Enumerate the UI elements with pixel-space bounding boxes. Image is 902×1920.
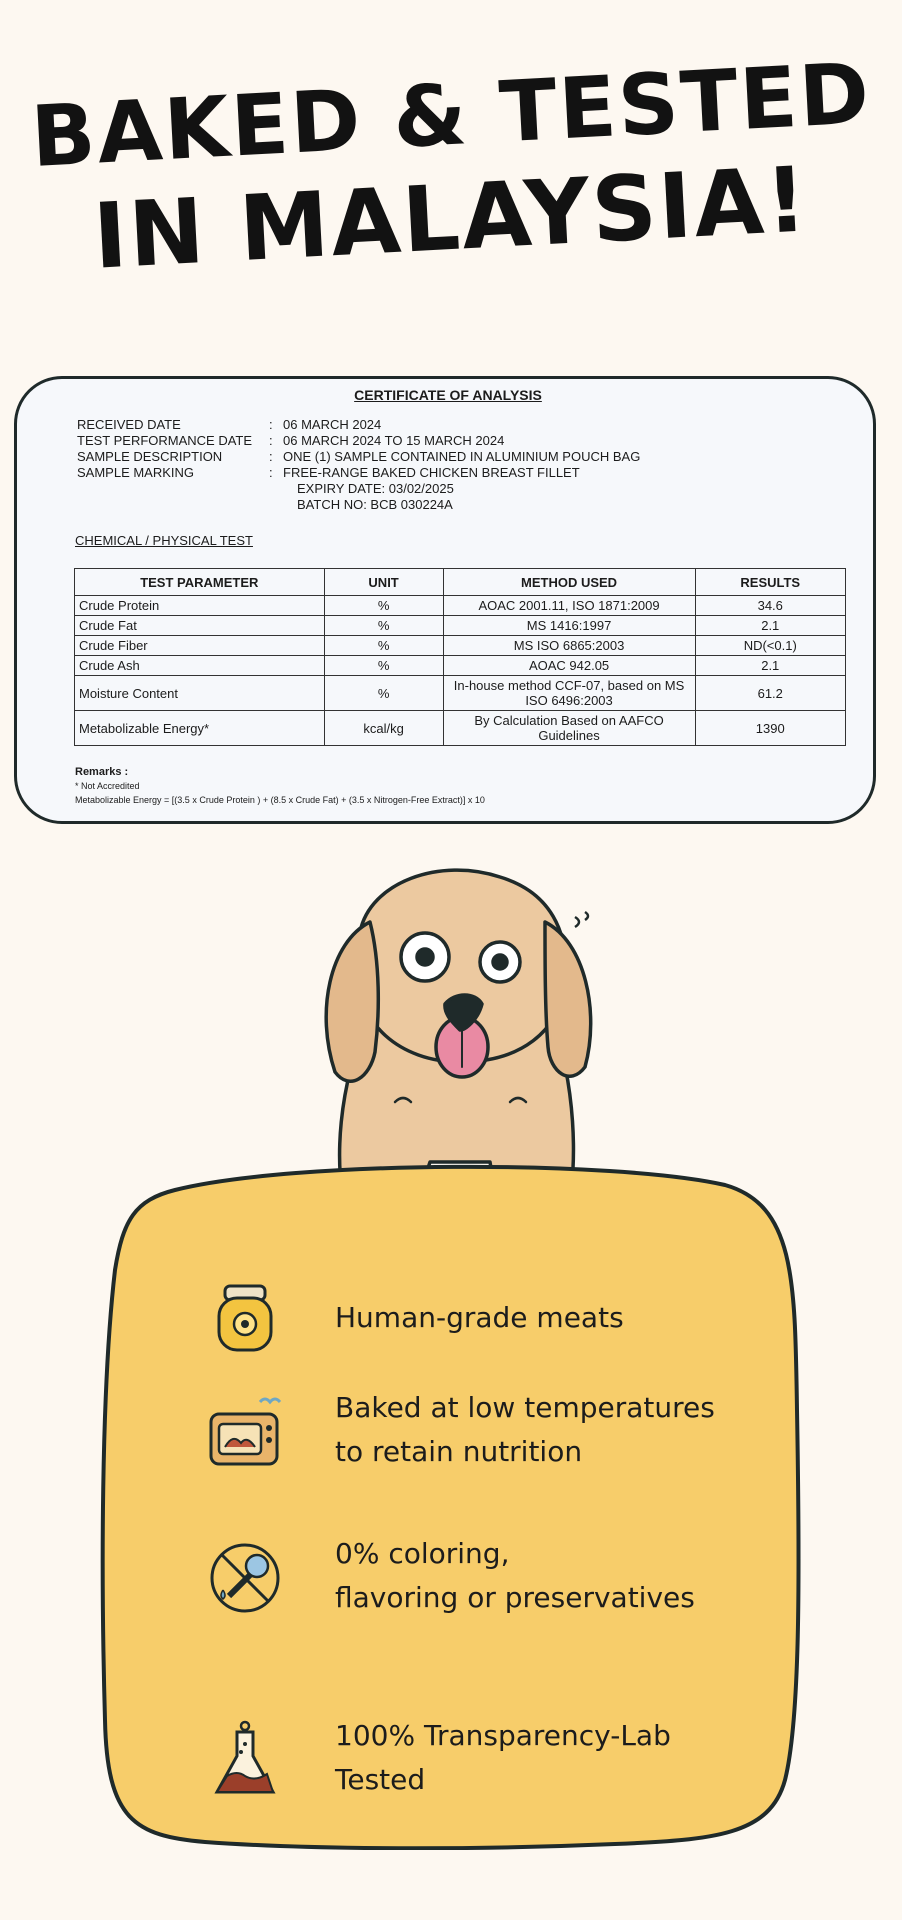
column-header: TEST PARAMETER (75, 569, 325, 596)
lab-flask-icon (205, 1720, 285, 1800)
table-row (75, 711, 846, 746)
meta-value: 06 MARCH 2024 (283, 417, 382, 432)
feature-text: Human-grade meats (335, 1301, 624, 1334)
cell: By Calculation Based on AAFCO Guidelines (443, 711, 695, 746)
cell: 61.2 (695, 676, 845, 711)
remark-note: * Not Accredited (75, 781, 140, 791)
cell: % (324, 656, 443, 676)
cell: 2.1 (695, 616, 845, 636)
no-additives-icon (205, 1538, 285, 1618)
meta-key: SAMPLE MARKING (77, 465, 195, 480)
meta-key: TEST PERFORMANCE DATE (77, 433, 253, 448)
cell: 1390 (695, 711, 845, 746)
certificate-meta (77, 417, 640, 513)
column-header: METHOD USED (443, 569, 695, 596)
meta-key: RECEIVED DATE (77, 417, 181, 432)
table-header-row (75, 569, 846, 596)
meta-row (77, 449, 640, 465)
feature-item (95, 1278, 807, 1358)
section-label: CHEMICAL / PHYSICAL TEST (75, 533, 253, 548)
oven-icon (205, 1392, 285, 1472)
meta-colon: : (269, 449, 273, 464)
meta-key: SAMPLE DESCRIPTION (77, 449, 223, 464)
cell: % (324, 616, 443, 636)
cell: Crude Protein (75, 596, 325, 616)
meta-value: FREE-RANGE BAKED CHICKEN BREAST FILLET (283, 465, 580, 480)
certificate-title: CERTIFICATE OF ANALYSIS (354, 387, 542, 403)
feature-text-line-1: 100% Transparency-Lab (335, 1719, 671, 1752)
column-header: UNIT (324, 569, 443, 596)
headline-line-1: BAKED & TESTED (28, 44, 874, 186)
analysis-table (74, 568, 846, 746)
cell: % (324, 596, 443, 616)
page-headline (0, 44, 902, 290)
cell: MS ISO 6865:2003 (443, 636, 695, 656)
column-header: RESULTS (695, 569, 845, 596)
meta-colon: : (269, 465, 273, 480)
expiry-date: EXPIRY DATE: 03/02/2025 (297, 481, 454, 496)
cell: kcal/kg (324, 711, 443, 746)
feature-text-line-2: to retain nutrition (335, 1435, 583, 1468)
cell: 2.1 (695, 656, 845, 676)
cell: AOAC 942.05 (443, 656, 695, 676)
table-row (75, 676, 846, 711)
features-card (95, 1160, 807, 1850)
feature-text-line-1: 0% coloring, (335, 1537, 510, 1570)
remarks (75, 765, 485, 807)
cell: Metabolizable Energy* (75, 711, 325, 746)
cell: In-house method CCF-07, based on MS ISO 6496:2003 (443, 676, 695, 711)
remarks-title: Remarks : (75, 766, 129, 778)
meta-value: 06 MARCH 2024 TO 15 MARCH 2024 (283, 433, 505, 448)
cell: % (324, 676, 443, 711)
honey-jar-icon (205, 1278, 285, 1358)
meta-colon: : (269, 417, 273, 432)
cell: ND(<0.1) (695, 636, 845, 656)
headline-line-2: IN MALAYSIA! (90, 147, 812, 290)
certificate-of-analysis (14, 376, 876, 824)
cell: AOAC 2001.11, ISO 1871:2009 (443, 596, 695, 616)
cell: Crude Fiber (75, 636, 325, 656)
feature-text-line-1: Baked at low temperatures (335, 1391, 715, 1424)
cell: Crude Fat (75, 616, 325, 636)
cell: % (324, 636, 443, 656)
meta-colon: : (269, 433, 273, 448)
cell: 34.6 (695, 596, 845, 616)
meta-row (77, 433, 640, 449)
feature-text-line-2: Tested (335, 1763, 426, 1796)
table-row (75, 616, 846, 636)
cell: MS 1416:1997 (443, 616, 695, 636)
feature-item (95, 1538, 807, 1618)
meta-row (77, 465, 640, 481)
table-row (75, 656, 846, 676)
energy-formula: Metabolizable Energy = [(3.5 x Crude Protein ) + (8.5 x Crude Fat) + (3.5 x Nitrogen-Free Extract)] x 10 (75, 795, 485, 805)
table-row (75, 636, 846, 656)
feature-item (95, 1720, 807, 1800)
meta-row (77, 417, 640, 433)
feature-text-line-2: flavoring or preservatives (335, 1581, 695, 1614)
cell: Crude Ash (75, 656, 325, 676)
batch-number: BATCH NO: BCB 030224A (297, 497, 453, 512)
table-row (75, 596, 846, 616)
feature-item (95, 1392, 807, 1472)
cell: Moisture Content (75, 676, 325, 711)
meta-value: ONE (1) SAMPLE CONTAINED IN ALUMINIUM POUCH BAG (283, 449, 641, 464)
